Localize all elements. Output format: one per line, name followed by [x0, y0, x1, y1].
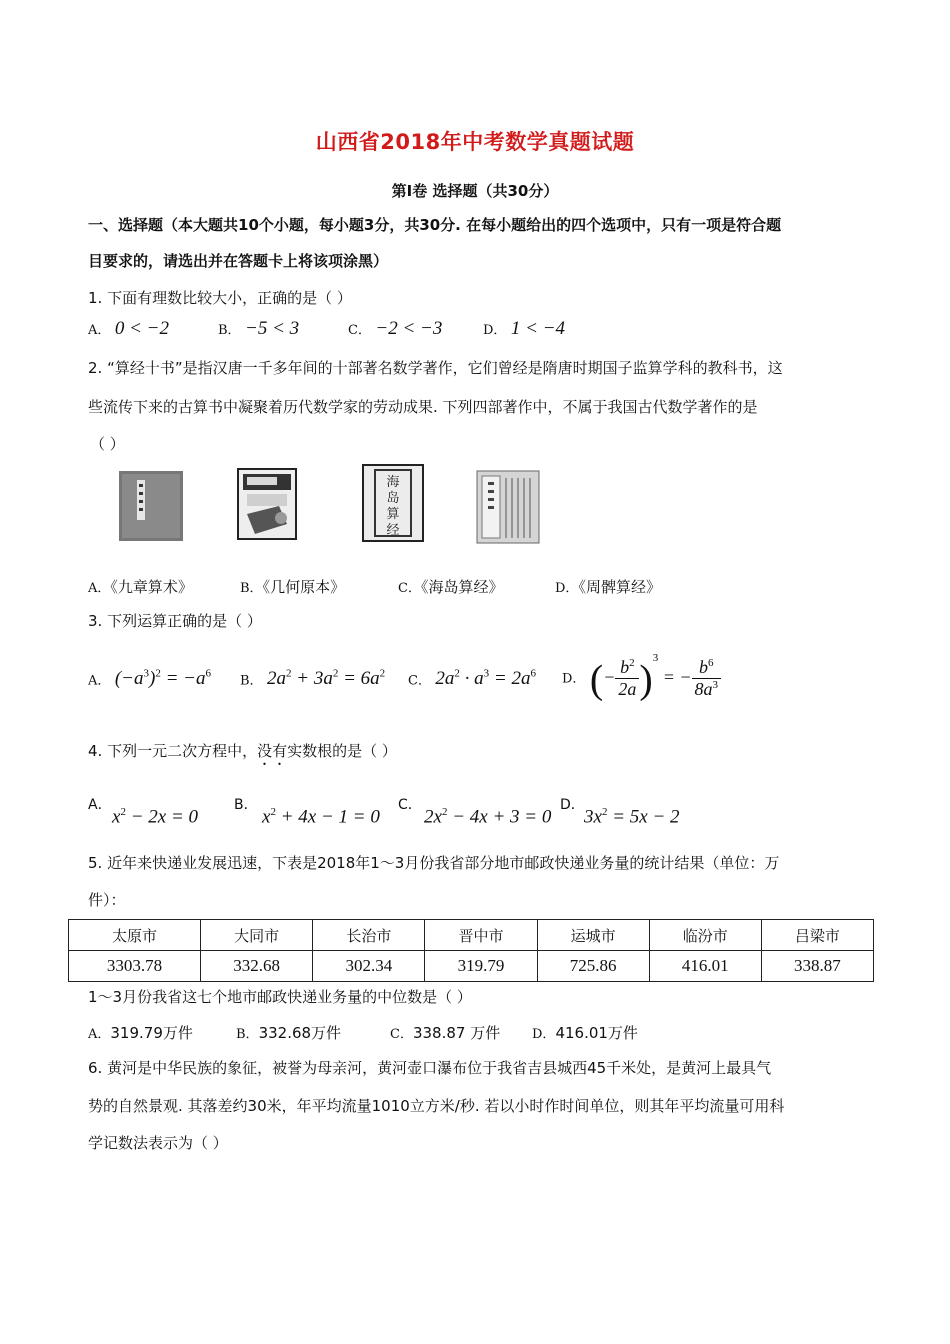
- q5-option-d[interactable]: [532, 1022, 638, 1043]
- q2-option-c-label: C．: [398, 581, 421, 596]
- q4-option-b-expr[interactable]: $x^2 + 4x - 1 = 0$: [262, 806, 380, 828]
- q3-option-b[interactable]: [240, 668, 385, 690]
- q2-option-a-label: A．: [88, 581, 111, 596]
- q4-stem-pre: 4. 下列一元二次方程中，: [88, 742, 258, 760]
- q2-option-d[interactable]: [555, 576, 661, 597]
- table-cell: 332.68: [201, 951, 313, 982]
- book-c-char-1: 海: [386, 475, 400, 490]
- q5-option-c-text: 338.87 万件: [412, 1024, 501, 1042]
- q3-option-d-label: D．: [562, 671, 586, 687]
- q1-option-b[interactable]: [218, 318, 299, 340]
- q2-option-d-text: 《周髀算经》: [578, 578, 661, 596]
- q2-stem-line-2: 些流传下来的古算书中凝聚着历代数学家的劳动成果. 下列四部著作中，不属于我国古代数学著作的是: [88, 398, 758, 416]
- table-cell: 416.01: [649, 951, 761, 982]
- q1-option-c[interactable]: [348, 318, 442, 340]
- table-header-cell: 运城市: [537, 920, 649, 951]
- page-title: 山西省2018年中考数学真题试题: [315, 130, 635, 154]
- book-image-d: [476, 470, 540, 544]
- instructions-line-1: 一、选择题（本大题共10个小题，每小题3分，共30分. 在每小题给出的四个选项中，只有一项是符合题: [88, 216, 782, 234]
- book-c-char-2: 岛: [386, 491, 400, 506]
- q2-option-c[interactable]: [398, 576, 503, 597]
- q2-option-a[interactable]: [88, 576, 193, 597]
- q6-stem-line-3: 学记数法表示为（ ）: [88, 1134, 228, 1152]
- q5-option-c[interactable]: [390, 1022, 500, 1043]
- table-cell: 302.34: [313, 951, 425, 982]
- q5-question: 1～3月份我省这七个地市邮政快递业务量的中位数是（ ）: [88, 988, 472, 1006]
- table-cell: 3303.78: [69, 951, 201, 982]
- table-header-cell: 长治市: [313, 920, 425, 951]
- q1-option-a-label: A．: [88, 323, 111, 338]
- q3-option-a[interactable]: [88, 668, 211, 690]
- q3-option-d[interactable]: [562, 652, 721, 702]
- q5-option-c-label: C．: [390, 1027, 413, 1042]
- q5-stem-line-1: 5. 近年来快递业发展迅速，下表是2018年1～3月份我省部分地市邮政快递业务量的统计结果（单位：万: [88, 854, 780, 872]
- q5-option-a-text: 319.79万件: [110, 1024, 193, 1042]
- q2-option-b-label: B．: [240, 581, 263, 596]
- q1-stem: 1. 下面有理数比较大小，正确的是（ ）: [88, 289, 352, 307]
- q1-option-c-label: C．: [348, 323, 371, 338]
- q5-option-a[interactable]: [88, 1022, 193, 1043]
- q3-option-b-label: B．: [240, 673, 263, 689]
- q4-option-c-expr[interactable]: $2x^2 - 4x + 3 = 0$: [424, 806, 552, 828]
- q5-stem-line-2: 件）：: [88, 891, 126, 909]
- section-subtitle: 第Ⅰ卷 选择题（共30分）: [391, 182, 559, 200]
- q2-option-c-text: 《海岛算经》: [420, 578, 504, 596]
- q5-option-b-text: 332.68万件: [258, 1024, 342, 1042]
- q2-stem-line-3: （ ）: [90, 435, 125, 453]
- q3-option-c-label: C．: [408, 673, 431, 689]
- q3-option-a-expr: $(-a^3)^2 = -a^6$: [114, 668, 211, 690]
- q3-option-c[interactable]: [408, 668, 536, 690]
- q4-option-c-label[interactable]: C．: [398, 797, 422, 813]
- table-header-cell: 太原市: [69, 920, 201, 951]
- table-header-cell: 大同市: [201, 920, 313, 951]
- q5-option-a-label: A．: [88, 1027, 111, 1042]
- q5-option-d-text: 416.01万件: [555, 1024, 638, 1042]
- q5-option-b[interactable]: [236, 1022, 341, 1043]
- table-header-row: [69, 920, 874, 951]
- q2-option-a-text: 《九章算术》: [110, 578, 193, 596]
- table-cell: 319.79: [425, 951, 537, 982]
- q5-option-b-label: B．: [236, 1027, 259, 1042]
- q2-stem-line-1: 2. “算经十书”是指汉唐一千多年间的十部著名数学著作，它们曾经是隋唐时期国子监算学科的教科书，这: [88, 359, 783, 377]
- q4-option-b-label[interactable]: B．: [234, 797, 258, 813]
- q1-option-d-expr: 1 < −4: [510, 318, 566, 339]
- q5-option-d-label: D．: [532, 1027, 556, 1042]
- q3-option-b-expr: $2a^2 + 3a^2 = 6a^2$: [267, 668, 386, 690]
- q6-stem-line-1: 6. 黄河是中华民族的象征，被誉为母亲河，黄河壶口瀑布位于我省吉县城西45千米处，是黄河上最具气: [88, 1059, 772, 1077]
- q4-stem: [88, 741, 397, 769]
- q4-stem-post: 实数根的是（ ）: [287, 742, 397, 760]
- table-header-cell: 吕梁市: [761, 920, 873, 951]
- table-row: [69, 951, 874, 982]
- q1-option-c-expr: −2 < −3: [375, 318, 443, 339]
- q1-option-d-label: D．: [483, 323, 507, 338]
- q1-option-b-label: B．: [218, 323, 241, 338]
- q1-option-a[interactable]: [88, 318, 169, 340]
- q4-option-a-label[interactable]: A．: [88, 797, 112, 813]
- book-image-b: [237, 468, 297, 540]
- book-image-a: [118, 470, 184, 542]
- table-header-cell: 临汾市: [649, 920, 761, 951]
- table-cell: 725.86: [537, 951, 649, 982]
- book-image-c: [362, 464, 424, 542]
- q3-stem: 3. 下列运算正确的是（ ）: [88, 612, 262, 630]
- instructions-line-2: 目要求的，请选出并在答题卡上将该项涂黑）: [88, 252, 389, 270]
- q3-option-a-label: A．: [88, 673, 111, 689]
- q1-option-b-expr: −5 < 3: [245, 318, 300, 339]
- q1-option-a-expr: 0 < −2: [114, 318, 169, 339]
- q2-option-b[interactable]: [240, 576, 345, 597]
- book-c-char-4: 经: [386, 523, 400, 538]
- q4-option-d-expr[interactable]: $3x^2 = 5x - 2$: [584, 806, 680, 828]
- q3-option-d-expr: (− $\frac{b^2}{2a}$ )$^3$ = − $\frac{b^6}{8a^3}$: [590, 667, 721, 687]
- q5-data-table: [68, 919, 874, 982]
- q3-option-c-expr: $2a^2 \cdot a^3 = 2a^6$: [435, 668, 536, 690]
- book-c-char-3: 算: [386, 507, 400, 522]
- section-instructions: [88, 207, 878, 279]
- q4-option-d-label[interactable]: D．: [560, 797, 585, 813]
- q2-option-d-label: D．: [555, 581, 579, 596]
- q4-option-a-expr[interactable]: $x^2 - 2x = 0$: [112, 806, 199, 828]
- table-cell: 338.87: [761, 951, 873, 982]
- table-header-cell: 晋中市: [425, 920, 537, 951]
- q6-stem-line-2: 势的自然景观. 其落差约30米，年平均流量1010立方米/秒. 若以小时作时间单位，则其年平均流量可用科: [88, 1097, 785, 1115]
- q4-stem-emphasis: 没有: [257, 742, 288, 760]
- q2-option-b-text: 《几何原本》: [262, 578, 346, 596]
- q1-option-d[interactable]: [483, 318, 565, 340]
